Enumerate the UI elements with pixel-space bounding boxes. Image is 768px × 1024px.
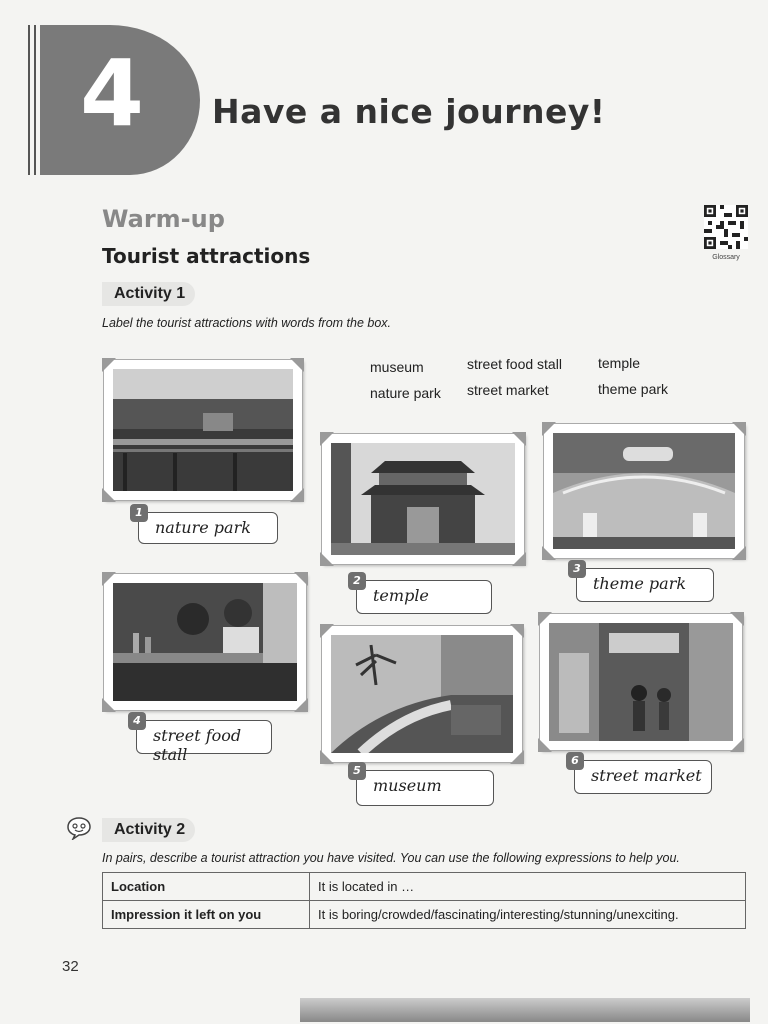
photo-card-temple <box>322 434 524 564</box>
activity-2-heading: Activity 2 <box>102 818 195 842</box>
photo-card-street-food-stall <box>104 574 306 710</box>
table-cell-label: Location <box>103 873 310 901</box>
temple-photo <box>331 443 515 555</box>
expressions-table <box>102 872 746 929</box>
section-subtitle: Tourist attractions <box>102 244 311 268</box>
word-box-item: theme park <box>598 381 669 397</box>
number-badge: 3 <box>568 560 586 578</box>
museum-photo <box>331 635 513 753</box>
word-box-item: nature park <box>370 385 441 401</box>
speech-bubble-face-icon <box>66 816 92 840</box>
glossary-label: Glossary <box>712 254 740 261</box>
word-box-item: street food stall <box>467 356 562 372</box>
word-box-item: museum <box>370 359 424 375</box>
number-badge: 4 <box>128 712 146 730</box>
answer-box[interactable] <box>135 506 278 544</box>
banner-stripe <box>34 25 36 175</box>
table-row <box>103 873 746 901</box>
page-number: 32 <box>62 958 79 975</box>
number-badge: 2 <box>348 572 366 590</box>
answer-text: street food stall <box>153 726 242 764</box>
word-box-item: temple <box>598 355 641 371</box>
qr-code-icon[interactable] <box>704 205 748 249</box>
answer-box[interactable] <box>353 574 492 614</box>
answer-text: street market <box>591 766 702 785</box>
table-cell-expression: It is located in … <box>310 873 746 901</box>
answer-text: nature park <box>155 518 251 537</box>
photo-card-theme-park <box>544 424 744 558</box>
nature-park-photo <box>113 369 293 491</box>
footer-bar <box>300 998 750 1022</box>
activity-2-instruction: In pairs, describe a tourist attraction you have visited. You can use the following expressions to help you. <box>102 851 680 865</box>
answer-box[interactable] <box>353 764 494 806</box>
chapter-title: Have a nice journey! <box>212 92 606 131</box>
answer-box[interactable] <box>573 562 714 602</box>
photo-card-nature-park <box>104 360 302 500</box>
answer-text: temple <box>373 586 429 605</box>
word-box-item: street market <box>467 382 549 398</box>
number-badge: 6 <box>566 752 584 770</box>
number-badge: 5 <box>348 762 366 780</box>
section-heading: Warm-up <box>102 205 225 233</box>
answer-text: museum <box>373 776 442 795</box>
activity-1-heading: Activity 1 <box>102 282 195 306</box>
answer-box[interactable] <box>133 714 272 764</box>
photo-card-street-market <box>540 614 742 750</box>
street-food-stall-photo <box>113 583 297 701</box>
number-badge: 1 <box>130 504 148 522</box>
street-market-photo <box>549 623 733 741</box>
answer-box[interactable] <box>571 754 712 794</box>
table-row <box>103 901 746 929</box>
answer-text: theme park <box>593 574 687 593</box>
activity-1-instruction: Label the tourist attractions with words from the box. <box>102 316 392 330</box>
photo-card-museum <box>322 626 522 762</box>
chapter-number: 4 <box>80 40 145 147</box>
theme-park-photo <box>553 433 735 549</box>
table-cell-label: Impression it left on you <box>103 901 310 929</box>
table-cell-expression: It is boring/crowded/fascinating/interesting/stunning/unexciting. <box>310 901 746 929</box>
